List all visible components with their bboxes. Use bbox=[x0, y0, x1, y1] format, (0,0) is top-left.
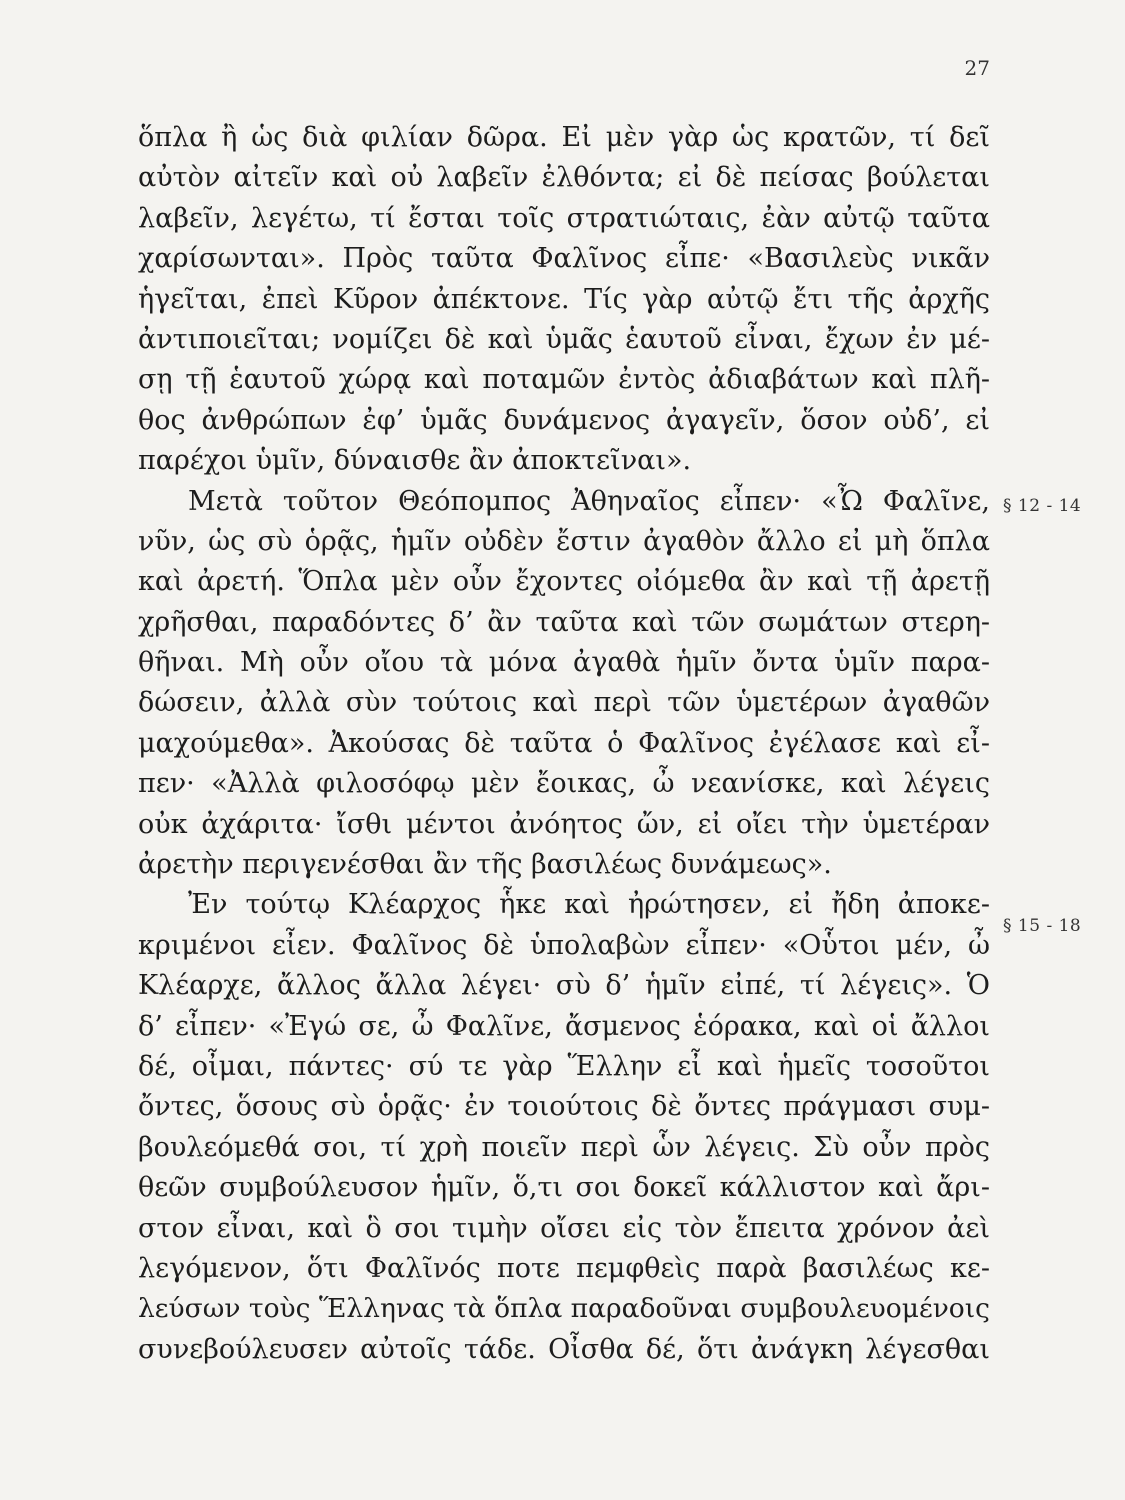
greek-text-body bbox=[138, 118, 990, 1370]
text-line: θῆναι. Μὴ οὖν οἴου τὰ μόνα ἀγαθὰ ἡμῖν ὄντα ὑμῖν παρα- bbox=[138, 647, 990, 679]
text-line: βουλεόμεθά σοι, τί χρὴ ποιεῖν περὶ ὧν λέγεις. Σὺ οὖν πρὸς bbox=[138, 1131, 990, 1163]
text-line: λαβεῖν, λεγέτω, τί ἔσται τοῖς στρατιώταις, ἐὰν αὐτῷ ταῦτα bbox=[138, 202, 990, 234]
text-line: οὐκ ἀχάριτα· ἴσθι μέντοι ἀνόητος ὤν, εἰ οἴει τὴν ὑμετέραν bbox=[138, 808, 990, 840]
text-line: σῃ τῇ ἑαυτοῦ χώρᾳ καὶ ποταμῶν ἐντὸς ἀδιαβάτων καὶ πλῆ- bbox=[138, 364, 990, 396]
text-line: δώσειν, ἀλλὰ σὺν τούτοις καὶ περὶ τῶν ὑμετέρων ἀγαθῶν bbox=[138, 687, 990, 719]
text-line: χρῆσθαι, παραδόντες δ’ ἂν ταῦτα καὶ τῶν σωμάτων στερη- bbox=[138, 606, 990, 638]
text-line: ἀντιποιεῖται; νομίζει δὲ καὶ ὑμᾶς ἑαυτοῦ εἶναι, ἔχων ἐν μέ- bbox=[138, 323, 990, 355]
text-line: μαχούμεθα». Ἀκούσας δὲ ταῦτα ὁ Φαλῖνος ἐγέλασε καὶ εἶ- bbox=[138, 727, 990, 759]
text-line: ἀρετὴν περιγενέσθαι ἂν τῆς βασιλέως δυνάμεως». bbox=[138, 849, 832, 881]
margin-section-note: § 15 - 18 bbox=[1003, 916, 1082, 936]
page-number: 27 bbox=[964, 56, 990, 80]
text-line: καὶ ἀρετή. Ὅπλα μὲν οὖν ἔχοντες οἰόμεθα ἂν καὶ τῇ ἀρετῇ bbox=[138, 566, 990, 598]
text-line: ὅπλα ἢ ὡς διὰ φιλίαν δῶρα. Εἰ μὲν γὰρ ὡς κρατῶν, τί δεῖ bbox=[138, 122, 990, 153]
text-line: αὐτὸν αἰτεῖν καὶ οὐ λαβεῖν ἐλθόντα; εἰ δὲ πείσας βούλεται bbox=[138, 162, 990, 194]
text-line: Κλέαρχε, ἄλλος ἄλλα λέγει· σὺ δ’ ἡμῖν εἰπέ, τί λέγεις». Ὁ bbox=[138, 970, 990, 1002]
text-line: χαρίσωνται». Πρὸς ταῦτα Φαλῖνος εἶπε· «Βασιλεὺς νικᾶν bbox=[138, 243, 990, 275]
text-line: Μετὰ τοῦτον Θεόπομπος Ἀθηναῖος εἶπεν· «Ὦ Φαλῖνε, bbox=[188, 485, 990, 517]
text-line: δ’ εἶπεν· «Ἐγώ σε, ὦ Φαλῖνε, ἄσμενος ἑόρακα, καὶ οἱ ἄλλοι bbox=[138, 1010, 990, 1042]
margin-section-note: § 12 - 14 bbox=[1003, 496, 1082, 516]
text-line: θεῶν συμβούλευσον ἡμῖν, ὅ,τι σοι δοκεῖ κάλλιστον καὶ ἄρι- bbox=[138, 1172, 990, 1204]
text-line: λεγόμενον, ὅτι Φαλῖνός ποτε πεμφθεὶς παρὰ βασιλέως κε- bbox=[138, 1252, 990, 1284]
text-line: ὄντες, ὅσους σὺ ὁρᾷς· ἐν τοιούτοις δὲ ὄντες πράγμασι συμ- bbox=[138, 1091, 990, 1123]
text-line: πεν· «Ἀλλὰ φιλοσόφῳ μὲν ἔοικας, ὦ νεανίσκε, καὶ λέγεις bbox=[138, 768, 990, 800]
text-line: συνεβούλευσεν αὐτοῖς τάδε. Οἶσθα δέ, ὅτι ἀνάγκη λέγεσθαι bbox=[138, 1333, 990, 1365]
text-line: λεύσων τοὺς Ἕλληνας τὰ ὅπλα παραδοῦναι συμβουλευομένοις bbox=[138, 1293, 990, 1325]
text-line: δέ, οἶμαι, πάντες· σύ τε γὰρ Ἕλλην εἶ καὶ ἡμεῖς τοσοῦτοι bbox=[138, 1050, 990, 1082]
text-line: θος ἀνθρώπων ἐφ’ ὑμᾶς δυνάμενος ἀγαγεῖν, ὅσον οὐδ’, εἰ bbox=[138, 404, 990, 436]
text-line: ἡγεῖται, ἐπεὶ Κῦρον ἀπέκτονε. Τίς γὰρ αὐτῷ ἔτι τῆς ἀρχῆς bbox=[138, 283, 990, 315]
text-line: κριμένοι εἶεν. Φαλῖνος δὲ ὑπολαβὼν εἶπεν· «Οὗτοι μέν, ὦ bbox=[138, 929, 990, 961]
text-line: στον εἶναι, καὶ ὃ σοι τιμὴν οἴσει εἰς τὸν ἔπειτα χρόνον ἀεὶ bbox=[138, 1212, 990, 1244]
text-line: παρέχοι ὑμῖν, δύναισθε ἂν ἀποκτεῖναι». bbox=[138, 445, 692, 477]
text-line: νῦν, ὡς σὺ ὁρᾷς, ἡμῖν οὐδὲν ἔστιν ἀγαθὸν ἄλλο εἰ μὴ ὅπλα bbox=[138, 525, 990, 557]
text-line: Ἐν τούτῳ Κλέαρχος ἧκε καὶ ἠρώτησεν, εἰ ἤδη ἀποκε- bbox=[188, 889, 990, 921]
